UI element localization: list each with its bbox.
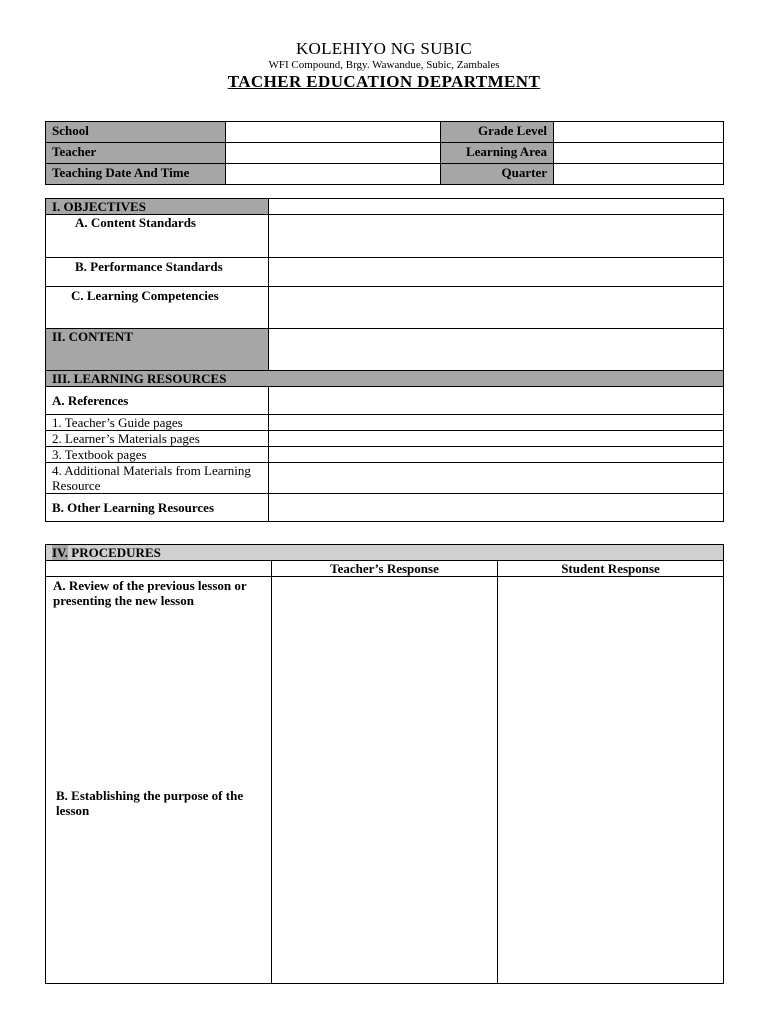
quarter-field[interactable]	[554, 164, 724, 185]
learning-competencies-field[interactable]	[269, 287, 724, 329]
performance-standards-field[interactable]	[269, 258, 724, 287]
learning-area-field[interactable]	[554, 143, 724, 164]
teachers-guide-label: 1. Teacher’s Guide pages	[46, 415, 269, 431]
lesson-plan-table	[45, 198, 724, 522]
additional-materials-field[interactable]	[269, 463, 724, 494]
teaching-date-label: Teaching Date And Time	[46, 164, 226, 185]
content-heading: II. CONTENT	[46, 329, 269, 371]
learning-competencies-label: C. Learning Competencies	[46, 287, 269, 329]
teachers-guide-field[interactable]	[269, 415, 724, 431]
school-address: WFI Compound, Brgy. Wawandue, Subic, Zambales	[268, 59, 500, 71]
content-standards-label: A. Content Standards	[46, 215, 269, 258]
learning-area-label: Learning Area	[441, 143, 554, 164]
other-resources-label: B. Other Learning Resources	[46, 494, 269, 522]
learning-resources-heading: III. LEARNING RESOURCES	[46, 371, 724, 387]
performance-standards-label: B. Performance Standards	[46, 258, 269, 287]
textbook-pages-label: 3. Textbook pages	[46, 447, 269, 463]
department-title: TACHER EDUCATION DEPARTMENT	[227, 72, 541, 91]
teaching-date-field[interactable]	[226, 164, 441, 185]
additional-materials-label: 4. Additional Materials from Learning Resource	[46, 463, 269, 494]
procedures-number: IV.	[52, 545, 69, 560]
school-field[interactable]	[226, 122, 441, 143]
content-standards-field[interactable]	[269, 215, 724, 258]
step-a-label: A. Review of the previous lesson or presenting the new lesson	[53, 578, 247, 608]
school-label: School	[46, 122, 226, 143]
school-name: KOLEHIYO NG SUBIC	[295, 39, 473, 58]
student-response-header: Student Response	[498, 561, 724, 577]
procedure-steps-cell	[46, 577, 272, 984]
teacher-response-field[interactable]	[272, 577, 498, 984]
references-field[interactable]	[269, 387, 724, 415]
procedures-title: PROCEDURES	[68, 545, 161, 560]
teacher-field[interactable]	[226, 143, 441, 164]
textbook-pages-field[interactable]	[269, 447, 724, 463]
learners-materials-field[interactable]	[269, 431, 724, 447]
teacher-response-header: Teacher’s Response	[272, 561, 498, 577]
teacher-label: Teacher	[46, 143, 226, 164]
objectives-heading: I. OBJECTIVES	[46, 199, 269, 215]
objectives-field[interactable]	[269, 199, 724, 215]
procedures-table	[45, 544, 724, 984]
content-field[interactable]	[269, 329, 724, 371]
quarter-label: Quarter	[441, 164, 554, 185]
grade-level-label: Grade Level	[441, 122, 554, 143]
student-response-field[interactable]	[498, 577, 724, 984]
learners-materials-label: 2. Learner’s Materials pages	[46, 431, 269, 447]
procedure-column-blank	[46, 561, 272, 577]
grade-level-field[interactable]	[554, 122, 724, 143]
references-label: A. References	[46, 387, 269, 415]
procedures-heading	[46, 545, 724, 561]
step-b-label: B. Establishing the purpose of the lesson	[56, 788, 244, 818]
info-table	[45, 121, 724, 185]
other-resources-field[interactable]	[269, 494, 724, 522]
